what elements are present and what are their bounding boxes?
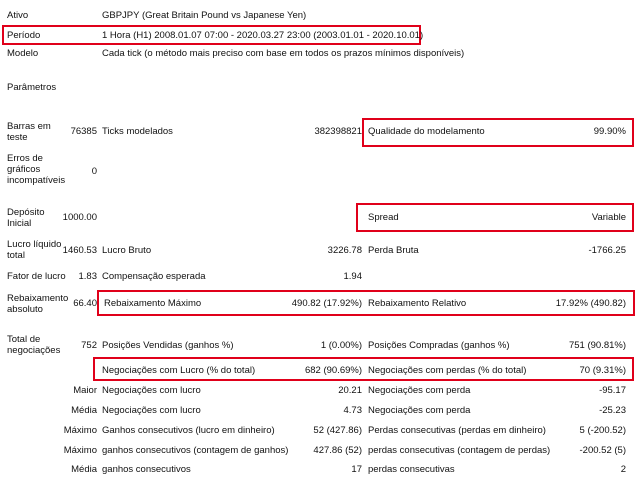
row-right-label: perdas consecutivas <box>368 464 455 475</box>
lucro-bruto-label: Lucro Bruto <box>102 245 152 256</box>
ticks-value: 382398821 <box>314 126 362 137</box>
neg-perdas-value: 70 (9.31%) <box>579 365 626 376</box>
modelo-label: Modelo <box>7 48 39 59</box>
row-left-value: 17 <box>351 464 362 475</box>
total-neg-value: 752 <box>81 340 97 351</box>
pos-comp-label: Posições Compradas (ganhos %) <box>368 340 510 351</box>
row-left-label: Ganhos consecutivos (lucro em dinheiro) <box>102 425 275 436</box>
row-right-value: -200.52 (5) <box>579 445 626 456</box>
row-right-value: 5 (-200.52) <box>579 425 626 436</box>
barras-value: 76385 <box>70 126 97 137</box>
row-left-value: 4.73 <box>343 405 362 416</box>
parametros-label: Parâmetros <box>7 82 57 93</box>
compensacao-value: 1.94 <box>343 271 362 282</box>
perda-bruta-label: Perda Bruta <box>368 245 419 256</box>
qualidade-value: 99.90% <box>593 126 626 137</box>
spread-label: Spread <box>368 212 399 223</box>
rebaix-abs-label: Rebaixamento absoluto <box>7 293 69 315</box>
row-left-label: Negociações com lucro <box>102 405 201 416</box>
row-left-label: Negociações com lucro <box>102 385 201 396</box>
deposito-value: 1000.00 <box>62 212 97 223</box>
row-left-value: 20.21 <box>338 385 362 396</box>
rebaix-rel-label: Rebaixamento Relativo <box>368 298 467 309</box>
row-left-value: 52 (427.86) <box>313 425 362 436</box>
spread-value: Variable <box>591 212 626 223</box>
row-prefix: Média <box>71 464 97 475</box>
fator-value: 1.83 <box>78 271 97 282</box>
fator-label: Fator de lucro <box>7 271 66 282</box>
pos-vend-label: Posições Vendidas (ganhos %) <box>102 340 234 351</box>
rebaix-rel-value: 17.92% (490.82) <box>555 298 626 309</box>
compensacao-label: Compensação esperada <box>102 271 206 282</box>
row-prefix: Maior <box>73 385 97 396</box>
ativo-value: GBPJPY (Great Britain Pound vs Japanese Yen) <box>102 10 307 21</box>
neg-lucro-label: Negociações com Lucro (% do total) <box>102 365 256 376</box>
periodo-value: 1 Hora (H1) 2008.01.07 07:00 - 2020.03.27 23:00 (2003.01.01 - 2020.10.01) <box>102 30 424 41</box>
neg-perdas-label: Negociações com perdas (% do total) <box>368 365 527 376</box>
ticks-label: Ticks modelados <box>102 126 173 137</box>
erros-label: Erros de gráficos incompatíveis <box>7 153 66 186</box>
barras-label: Barras em teste <box>7 121 51 143</box>
deposito-label: Depósito Inicial <box>7 207 45 229</box>
lucro-liquido-label: Lucro líquido total <box>7 239 62 261</box>
row-right-label: Negociações com perda <box>368 385 471 396</box>
row-right-value: -25.23 <box>599 405 626 416</box>
row-right-label: Perdas consecutivas (perdas em dinheiro) <box>368 425 546 436</box>
erros-value: 0 <box>91 166 97 177</box>
row-prefix: Máximo <box>63 445 97 456</box>
row-left-value: 427.86 (52) <box>313 445 362 456</box>
rebaix-max-label: Rebaixamento Máximo <box>104 298 202 309</box>
row-right-label: perdas consecutivas (contagem de perdas) <box>368 445 551 456</box>
pos-comp-value: 751 (90.81%) <box>568 340 626 351</box>
total-neg-label: Total de negociações <box>7 334 61 356</box>
lucro-liquido-value: 1460.53 <box>62 245 97 256</box>
row-prefix: Média <box>71 405 97 416</box>
row-right-value: 2 <box>620 464 626 475</box>
rebaix-abs-value: 66.40 <box>73 298 97 309</box>
rebaix-max-value: 490.82 (17.92%) <box>291 298 362 309</box>
periodo-label: Período <box>7 30 41 41</box>
lucro-bruto-value: 3226.78 <box>327 245 362 256</box>
row-right-label: Negociações com perda <box>368 405 471 416</box>
row-left-label: ganhos consecutivos <box>102 464 191 475</box>
neg-lucro-value: 682 (90.69%) <box>304 365 362 376</box>
row-right-value: -95.17 <box>599 385 626 396</box>
qualidade-label: Qualidade do modelamento <box>368 126 485 137</box>
row-left-label: ganhos consecutivos (contagem de ganhos) <box>102 445 289 456</box>
pos-vend-value: 1 (0.00%) <box>320 340 362 351</box>
ativo-label: Ativo <box>7 10 29 21</box>
row-prefix: Máximo <box>63 425 97 436</box>
modelo-value: Cada tick (o método mais preciso com base em todos os prazos mínimos disponíveis) <box>102 48 465 59</box>
perda-bruta-value: -1766.25 <box>588 245 626 256</box>
